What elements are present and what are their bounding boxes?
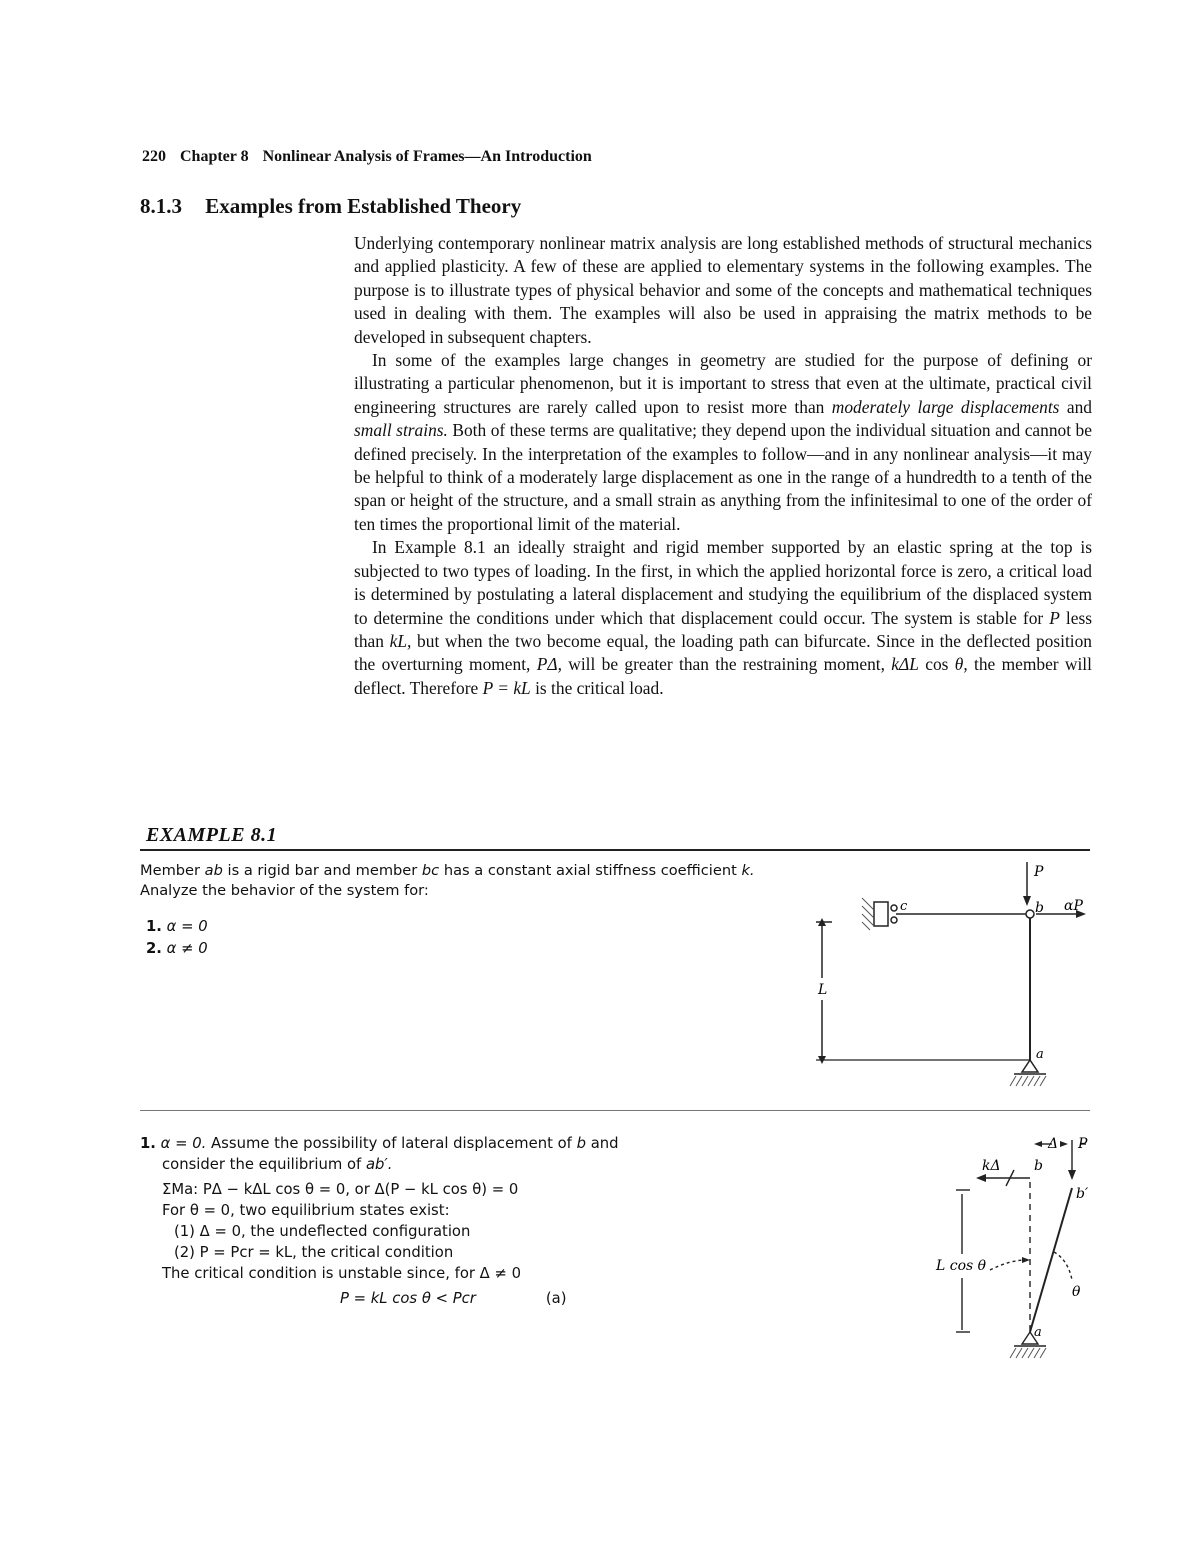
case-1: 1. α = 0	[146, 918, 208, 935]
example-title: EXAMPLE 8.1	[146, 824, 278, 846]
solution-line-6: (2) P = Pcr = kL, the critical condition	[174, 1244, 454, 1261]
label-a: a	[1034, 1325, 1042, 1340]
label-a: a	[1036, 1047, 1044, 1062]
equilibrium-equation: ΣMa: PΔ − kΔL cos θ = 0, or Δ(P − kL cos θ) = 0	[162, 1181, 519, 1198]
label-b: b	[1034, 1158, 1043, 1174]
label-c: c	[900, 899, 908, 914]
label-b: b	[1035, 900, 1044, 916]
running-head	[142, 148, 592, 166]
solution-line-4: For θ = 0, two equilibrium states exist:	[162, 1202, 450, 1219]
support-c	[874, 902, 888, 926]
label-p: P	[1034, 864, 1044, 880]
example-cases	[146, 916, 208, 960]
label-k-delta: kΔ	[982, 1158, 1001, 1174]
chapter-label: Chapter 8	[180, 148, 249, 165]
equation-a: P = kL cos θ < Pcr (a)	[340, 1290, 567, 1307]
chapter-title: Nonlinear Analysis of Frames—An Introduction	[262, 148, 592, 165]
displaced-diagram	[930, 1130, 1100, 1370]
paragraph-3: In Example 8.1 an ideally straight and rigid member supported by an elastic spring at the top is subjected to two types of loading. In the first, in which the applied horizontal force is zero, a critical load is determined by postulating a lateral displacement and studying the equilibrium of the displaced system to determine the conditions under which that displacement could occur. The system is stable for P less than kL, but when the two become equal, the loading path can bifurcate. Since in the deflected position the overturning moment, PΔ, will be greater than the restraining moment, kΔL cos θ, the member will deflect. Therefore P = kL is the critical load.	[354, 537, 1092, 698]
section-title: Examples from Established Theory	[205, 194, 522, 218]
label-alpha-p: αP	[1064, 898, 1083, 914]
paragraph-1: Underlying contemporary nonlinear matrix analysis are long established methods of structural mechanics and applied plasticity. A few of these are applied to elementary systems in the following examples. The purpose is to illustrate types of physical behavior and some of the concepts and mathematical techniques used in dealing with them. The examples will also be used in appraising the matrix methods to be developed in subsequent chapters.	[354, 233, 1092, 347]
case-2: 2. α ≠ 0	[146, 940, 208, 957]
label-b-prime: b′	[1076, 1186, 1089, 1202]
spring-force-arrowhead	[976, 1174, 986, 1182]
hinge-b	[1026, 910, 1034, 918]
example-top-rule	[140, 849, 1090, 851]
equation-number: (a)	[545, 1290, 567, 1307]
solution-line-7: The critical condition is unstable since, for Δ ≠ 0	[162, 1265, 522, 1282]
label-l: L	[818, 982, 828, 998]
deflected-column	[1030, 1188, 1072, 1332]
solution-line-2: consider the equilibrium of ab′.	[162, 1156, 393, 1173]
solution-block	[140, 1133, 680, 1309]
load-p-arrowhead	[1023, 896, 1031, 906]
section-number: 8.1.3	[140, 194, 182, 218]
solution-line-1: 1. α = 0. Assume the possibility of lateral displacement of b and	[140, 1135, 619, 1152]
frame-diagram	[810, 858, 1100, 1098]
example-description: Member ab is a rigid bar and member bc has a constant axial stiffness coefficient k. Analyze the behavior of the system for:	[140, 862, 755, 899]
label-p: P	[1078, 1136, 1088, 1152]
section-heading	[140, 194, 521, 219]
body-text	[354, 232, 1092, 700]
label-l-cos-theta: L cos θ	[936, 1258, 987, 1274]
label-delta: Δ	[1048, 1136, 1059, 1152]
solution-line-5: (1) Δ = 0, the undeflected configuration	[174, 1223, 471, 1240]
paragraph-2: In some of the examples large changes in geometry are studied for the purpose of defining or illustrating a particular phenomenon, but it is important to stress that even at the ultimate, practical civil engineering structures are rarely called upon to resist more than moderately large displacements and small strains. Both of these terms are qualitative; they depend upon the individual situation and cannot be defined precisely. In the interpretation of the examples to follow—and in any nonlinear analysis—it may be helpful to think of a moderately large displacement as one in the range of a hundredth to a tenth of the span or height of the structure, and a small strain as anything from the infinitesimal to one of the order of ten times the proportional limit of the material.	[354, 350, 1092, 534]
load-p-arrowhead	[1068, 1170, 1076, 1180]
page-number: 220	[142, 148, 166, 165]
label-theta: θ	[1072, 1284, 1081, 1300]
example-divider	[140, 1110, 1090, 1111]
